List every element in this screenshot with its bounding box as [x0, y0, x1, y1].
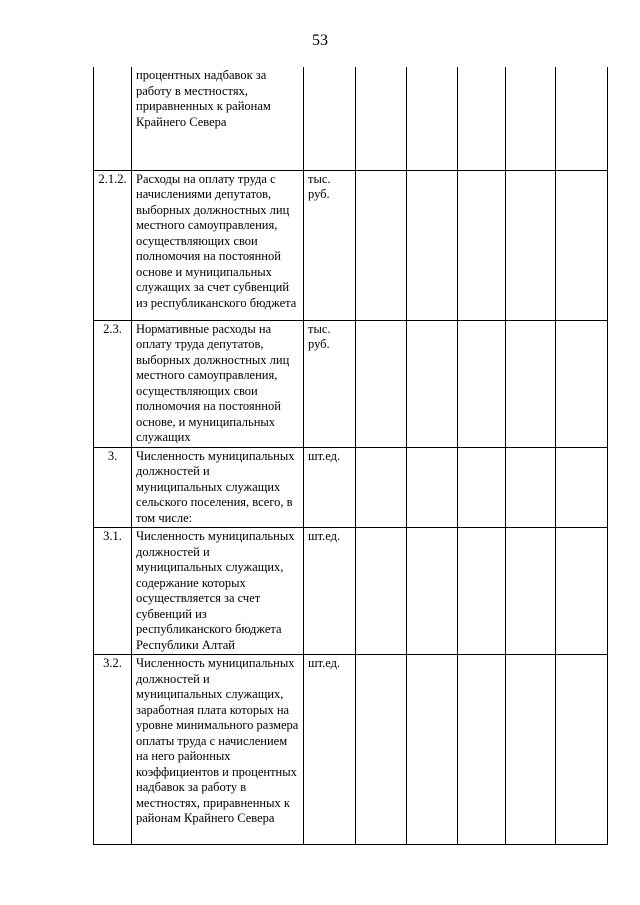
- row-description: Нормативные расходы на оплату труда депутатов, выборных должностных лиц местного самоуправления, осуществляющих свои полномочия на постоянной основе, и муниципальных служащих: [132, 320, 304, 447]
- table-row: [94, 320, 608, 447]
- row-unit: тыс. руб.: [304, 170, 356, 320]
- value-cell: [506, 528, 556, 655]
- value-cell: [506, 447, 556, 528]
- value-cell: [556, 320, 608, 447]
- value-cell: [407, 528, 458, 655]
- row-description: Численность муниципальных должностей и муниципальных служащих сельского поселения, всего, в том числе:: [132, 447, 304, 528]
- value-cell: [556, 447, 608, 528]
- table-row: [94, 447, 608, 528]
- value-cell: [556, 655, 608, 845]
- row-number: 3.: [94, 447, 132, 528]
- value-cell: [458, 67, 506, 170]
- table-row: [94, 528, 608, 655]
- value-cell: [506, 320, 556, 447]
- row-unit: шт.ед.: [304, 655, 356, 845]
- value-cell: [356, 67, 407, 170]
- row-number: 2.1.2.: [94, 170, 132, 320]
- value-cell: [356, 655, 407, 845]
- value-cell: [356, 447, 407, 528]
- row-unit: шт.ед.: [304, 528, 356, 655]
- row-number: 3.1.: [94, 528, 132, 655]
- value-cell: [506, 67, 556, 170]
- row-description: Расходы на оплату труда с начислениями депутатов, выборных должностных лиц местного самоуправления, осуществляющих свои полномочия на постоянной основе и муниципальных служащих за счет субвенций из республиканского бюджета: [132, 170, 304, 320]
- value-cell: [407, 655, 458, 845]
- value-cell: [506, 170, 556, 320]
- table-row: [94, 170, 608, 320]
- row-description: Численность муниципальных должностей и муниципальных служащих, содержание которых осуществляется за счет субвенций из республиканского бюджета Республики Алтай: [132, 528, 304, 655]
- page-number: 53: [312, 32, 328, 49]
- value-cell: [356, 320, 407, 447]
- value-cell: [458, 170, 506, 320]
- row-number: 3.2.: [94, 655, 132, 845]
- value-cell: [458, 447, 506, 528]
- value-cell: [556, 528, 608, 655]
- row-description: процентных надбавок за работу в местностях, приравненных к районам Крайнего Севера: [132, 67, 304, 170]
- data-table: [93, 67, 608, 845]
- table-row: [94, 67, 608, 170]
- value-cell: [458, 655, 506, 845]
- value-cell: [356, 528, 407, 655]
- row-description: Численность муниципальных должностей и муниципальных служащих, заработная плата которых на уровне минимального размера оплаты труда с начислением на него районных коэффициентов и процентных надбавок за работу в местностях, приравненных к районам Крайнего Севера: [132, 655, 304, 845]
- row-unit: тыс. руб.: [304, 320, 356, 447]
- value-cell: [356, 170, 407, 320]
- value-cell: [506, 655, 556, 845]
- value-cell: [407, 170, 458, 320]
- row-number: [94, 67, 132, 170]
- value-cell: [458, 528, 506, 655]
- value-cell: [407, 67, 458, 170]
- value-cell: [407, 447, 458, 528]
- value-cell: [556, 67, 608, 170]
- value-cell: [407, 320, 458, 447]
- row-unit: [304, 67, 356, 170]
- value-cell: [458, 320, 506, 447]
- row-unit: шт.ед.: [304, 447, 356, 528]
- table-row: [94, 655, 608, 845]
- row-number: 2.3.: [94, 320, 132, 447]
- value-cell: [556, 170, 608, 320]
